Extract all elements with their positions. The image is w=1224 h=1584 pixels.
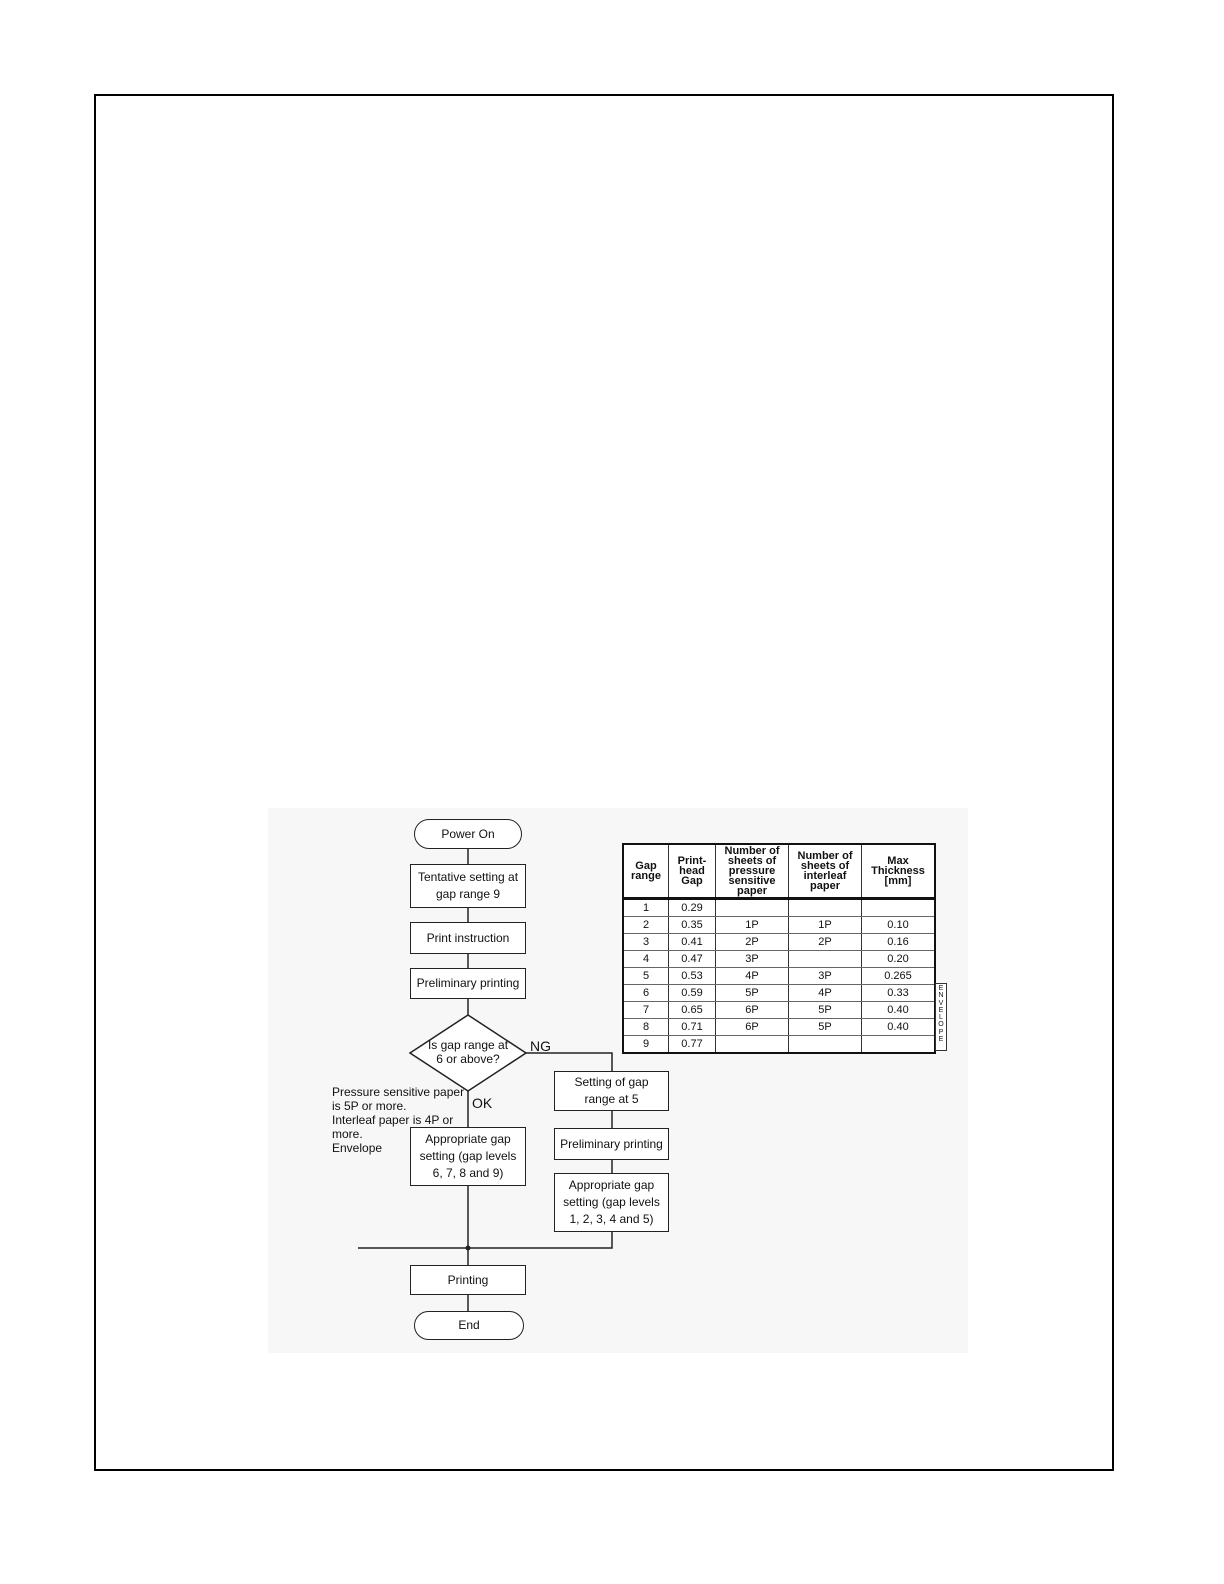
cell: 0.40 — [862, 1019, 936, 1036]
printing-box: Printing — [410, 1265, 526, 1295]
cell: 2 — [623, 917, 669, 934]
cell: 8 — [623, 1019, 669, 1036]
cell — [789, 951, 862, 968]
header-print-head-gap: Print-head Gap — [669, 844, 716, 899]
table-row — [623, 1036, 935, 1054]
cell: 0.59 — [669, 985, 716, 1002]
start-terminal: Power On — [414, 819, 522, 849]
cell: 1P — [789, 917, 862, 934]
cell: 0.16 — [862, 934, 936, 951]
print-instruction-box: Print instruction — [410, 922, 526, 954]
cell — [862, 1036, 936, 1054]
envelope-letter: V — [938, 999, 944, 1007]
cell — [716, 1036, 789, 1054]
cell: 9 — [623, 1036, 669, 1054]
ok-note-line: Pressure sensitive paper — [332, 1085, 465, 1099]
table-row — [623, 1019, 935, 1036]
cell: 0.20 — [862, 951, 936, 968]
ok-note-line: more. — [332, 1127, 363, 1141]
ng-gap-setting-box: Appropriate gap setting (gap levels 1, 2, 3, 4 and 5) — [554, 1173, 669, 1232]
cell: 0.77 — [669, 1036, 716, 1054]
cell: 3 — [623, 934, 669, 951]
table-row — [623, 934, 935, 951]
cell: 2P — [789, 934, 862, 951]
cell: 4P — [716, 968, 789, 985]
cell: 0.33 — [862, 985, 936, 1002]
table-row — [623, 1002, 935, 1019]
cell: 5P — [789, 1002, 862, 1019]
cell: 6 — [623, 985, 669, 1002]
cell: 5P — [716, 985, 789, 1002]
cell: 0.41 — [669, 934, 716, 951]
cell — [789, 899, 862, 917]
cell: 1P — [716, 917, 789, 934]
table-row — [623, 917, 935, 934]
preliminary-printing-box: Preliminary printing — [410, 968, 526, 999]
table-row — [623, 951, 935, 968]
table-row — [623, 899, 935, 917]
tentative-setting-box: Tentative setting at gap range 9 — [410, 864, 526, 908]
cell — [789, 1036, 862, 1054]
cell: 0.10 — [862, 917, 936, 934]
cell: 5 — [623, 968, 669, 985]
decision-text: Is gap range at 6 or above? — [427, 1038, 509, 1066]
cell: 3P — [716, 951, 789, 968]
cell: 0.29 — [669, 899, 716, 917]
connector-ng-merge — [468, 1232, 612, 1248]
merge-dot — [466, 1246, 471, 1251]
cell — [862, 899, 936, 917]
ok-label: OK — [472, 1095, 493, 1111]
cell: 4P — [789, 985, 862, 1002]
cell: 3P — [789, 968, 862, 985]
header-gap-range: Gap range — [623, 844, 669, 899]
ok-gap-setting-box: Appropriate gap setting (gap levels 6, 7, 8 and 9) — [410, 1127, 526, 1186]
cell: 0.35 — [669, 917, 716, 934]
header-pressure-sheets: Number of sheets of pressure sensitive paper — [716, 844, 789, 899]
cell: 1 — [623, 899, 669, 917]
envelope-letter: P — [938, 1028, 944, 1036]
gap-range-table — [622, 843, 936, 1054]
table-row — [623, 985, 935, 1002]
ok-note-line: Interleaf paper is 4P or — [332, 1113, 454, 1127]
table-header-row — [623, 844, 935, 899]
envelope-letter: L — [939, 1014, 943, 1022]
end-terminal: End — [414, 1311, 524, 1340]
cell: 0.65 — [669, 1002, 716, 1019]
cell: 2P — [716, 934, 789, 951]
cell — [716, 899, 789, 917]
cell: 0.40 — [862, 1002, 936, 1019]
ok-note-line: Envelope — [332, 1141, 383, 1155]
envelope-side-label — [935, 983, 947, 1051]
cell: 6P — [716, 1019, 789, 1036]
connector-ng — [526, 1053, 612, 1071]
envelope-letter: N — [938, 992, 944, 1000]
table-row — [623, 968, 935, 985]
envelope-letter: E — [938, 985, 944, 992]
ng-preliminary-printing-box: Preliminary printing — [554, 1128, 669, 1160]
header-interleaf-sheets: Number of sheets of interleaf paper — [789, 844, 862, 899]
header-max-thickness: Max Thickness [mm] — [862, 844, 936, 899]
cell: 4 — [623, 951, 669, 968]
envelope-letter: E — [938, 1036, 944, 1044]
ng-label: NG — [530, 1038, 551, 1054]
cell: 6P — [716, 1002, 789, 1019]
envelope-letter: E — [938, 1006, 944, 1014]
ok-note-line: is 5P or more. — [332, 1099, 407, 1113]
cell: 5P — [789, 1019, 862, 1036]
envelope-letter: O — [938, 1021, 944, 1029]
cell: 0.71 — [669, 1019, 716, 1036]
cell: 0.53 — [669, 968, 716, 985]
ng-setting-gap-box: Setting of gap range at 5 — [554, 1071, 669, 1111]
cell: 7 — [623, 1002, 669, 1019]
cell: 0.265 — [862, 968, 936, 985]
cell: 0.47 — [669, 951, 716, 968]
